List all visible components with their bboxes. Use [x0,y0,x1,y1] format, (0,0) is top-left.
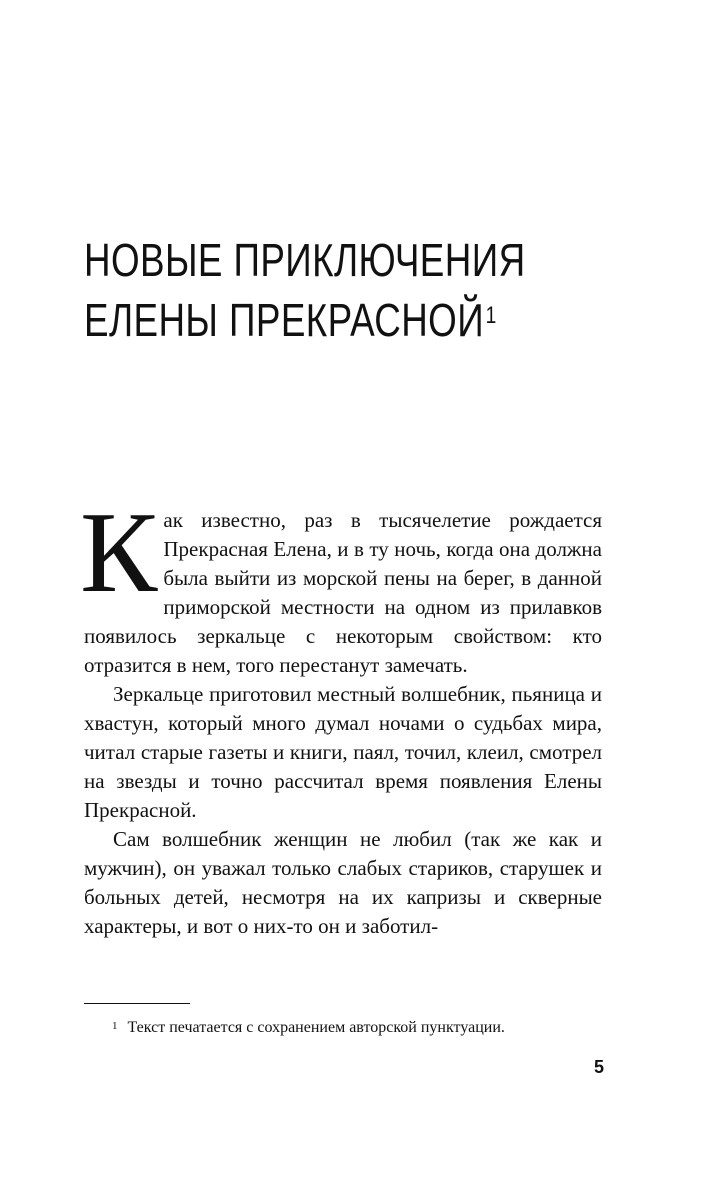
chapter-title-line-2 [84,290,526,350]
title-footnote-mark: 1 [485,302,497,329]
paragraph-1-text: ак известно, раз в тысячелетие рождается Прекрасная Елена, и в ту ночь, когда она должна была выйти из морской пены на берег, в данной приморской местности на одном из прилавков появилось зеркальце с некоторым свойством: кто отразится в нем, того перестанут замечать. [84,508,602,677]
footnote-mark: 1 [112,1020,118,1032]
paragraph-2: Зеркальце приготовил местный волшебник, пьяница и хвастун, который много думал ночами о судьбах мира, читал старые газеты и книги, паял, точил, клеил, смотрел на звезды и точно рассчитал время появления Елены Прекрасной. [84,682,602,822]
paragraph-3: Сам волшебник женщин не любил (так же как и мужчин), он уважал только слабых стариков, старушек и больных детей, несмотря на их капризы и скверные характеры, и вот о них-то он и заботил- [84,827,602,938]
chapter-title [84,230,526,350]
footnote-divider [84,1003,190,1004]
page-number: 5 [593,1057,604,1077]
footnote [112,1017,505,1039]
footnote-text: Текст печатается с сохранением авторской пунктуации. [127,1019,505,1036]
paragraph-1 [80,489,602,680]
chapter-title-line-1: НОВЫЕ ПРИКЛЮЧЕНИЯ [84,234,526,286]
body-text [80,489,602,941]
chapter-title-line-2-text: ЕЛЕНЫ ПРЕКРАСНОЙ [84,294,485,346]
drop-cap: К [80,489,158,617]
